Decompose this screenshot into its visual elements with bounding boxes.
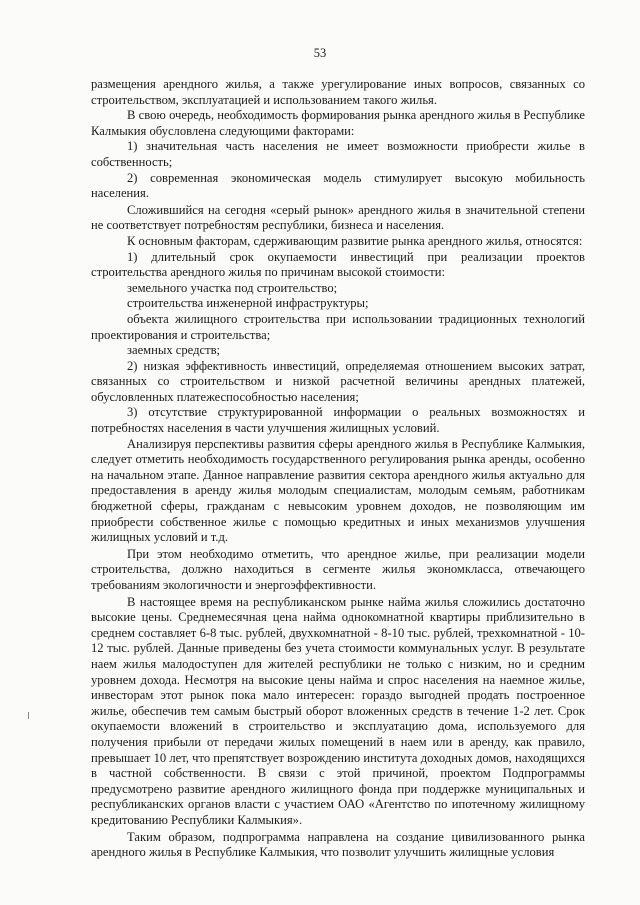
paragraph: К основным факторам, сдерживающим развитие рынка арендного жилья, относятся: [127, 233, 583, 248]
page-number: 53 [313, 46, 327, 60]
margin-mark [28, 712, 29, 719]
list-subitem: строительства инженерной инфраструктуры; [127, 296, 369, 311]
list-item: 1) значительная часть населения не имеет возможности приобрести жилье в собственность; [91, 139, 585, 169]
list-item: 2) низкая эффективность инвестиций, определяемая отношением высоких затрат, связанных со строительством и низкой расчетной величины арендных платежей, обусловленных платежеспособностью населения; [91, 358, 585, 404]
paragraph: размещения арендного жилья, а также урегулирование иных вопросов, связанных со строительством, эксплуатацией и использованием такого жилья. [91, 77, 585, 107]
list-subitem: объекта жилищного строительства при использовании традиционных технологий проектирования и строительства; [91, 311, 585, 342]
paragraph: Сложившийся на сегодня «серый рынок» арендного жилья в значительной степени не соответствует потребностям республики, бизнеса и населения. [91, 202, 585, 233]
list-subitem: заемных средств; [127, 343, 221, 358]
paragraph: В настоящее время на республиканском рынке найма жилья сложились достаточно высокие цены. Среднемесячная цена найма однокомнатной квартиры приблизительно в среднем составляет 6-8 тыс. рублей, двухкомнатной - 8-10 тыс. рублей, трехкомнатной - 10-12 тыс. рублей. Данные приведены без учета стоимости коммунальных услуг. В результате наем жилья малодоступен для жителей республики не только с низким, но и средним уровнем дохода. Несмотря на высокие цены найма и спрос населения на наемное жилье, инвесторам этот рынок пока мало интересен: гораздо выгодней продать построенное жилье, обеспечив тем самым быстрый оборот вложенных средств в течение 1-2 лет. Срок окупаемости вложений в строительство и эксплуатацию дома, используемого для получения прибыли от передачи жилых помещений в наем или в аренду, как правило, превышает 10 лет, что препятствует возрождению института доходных домов, находящихся в частной собственности. В связи с этой причиной, проектом Подпрограммы предусмотрено развитие арендного жилищного фонда при поддержке муниципальных и республиканских органов власти с участием ОАО «Агентство по ипотечному жилищному кредитованию Республики Калмыкия». [91, 594, 585, 827]
list-item: 1) длительный срок окупаемости инвестиций при реализации проектов строительства арендного жилья по причинам высокой стоимости: [91, 249, 585, 280]
list-item: 2) современная экономическая модель стимулирует высокую мобильность населения. [91, 170, 585, 201]
paragraph: В свою очередь, необходимость формирования рынка арендного жилья в Республике Калмыкия обусловлена следующими факторами: [91, 108, 585, 138]
document-body [91, 77, 585, 861]
paragraph: Таким образом, подпрограмма направлена на создание цивилизованного рынка арендного жилья в Республике Калмыкия, что позволит улучшить жилищные условия [91, 829, 585, 860]
paragraph: Анализируя перспективы развития сферы арендного жилья в Республике Калмыкия, следует отметить необходимость государственного регулирования рынка аренды, особенно на начальном этапе. Данное направление развития сектора арендного жилья актуально для предоставления в аренду жилья молодым специалистам, молодым семьям, работникам бюджетной сферы, гражданам с невысоким уровнем доходов, не позволяющим им приобрести собственное жилье с помощью кредитных и иных механизмов улучшения жилищных условий и т.д. [91, 436, 585, 545]
paragraph: При этом необходимо отметить, что арендное жилье, при реализации модели строительства, должно находиться в сегменте жилья экономкласса, отвечающего требованиям экологичности и энергоэффективности. [91, 546, 585, 592]
list-item: 3) отсутствие структурированной информации о реальных возможностях и потребностях населения в части улучшения жилищных условий. [91, 405, 585, 436]
list-subitem: земельного участка под строительство; [127, 280, 338, 295]
